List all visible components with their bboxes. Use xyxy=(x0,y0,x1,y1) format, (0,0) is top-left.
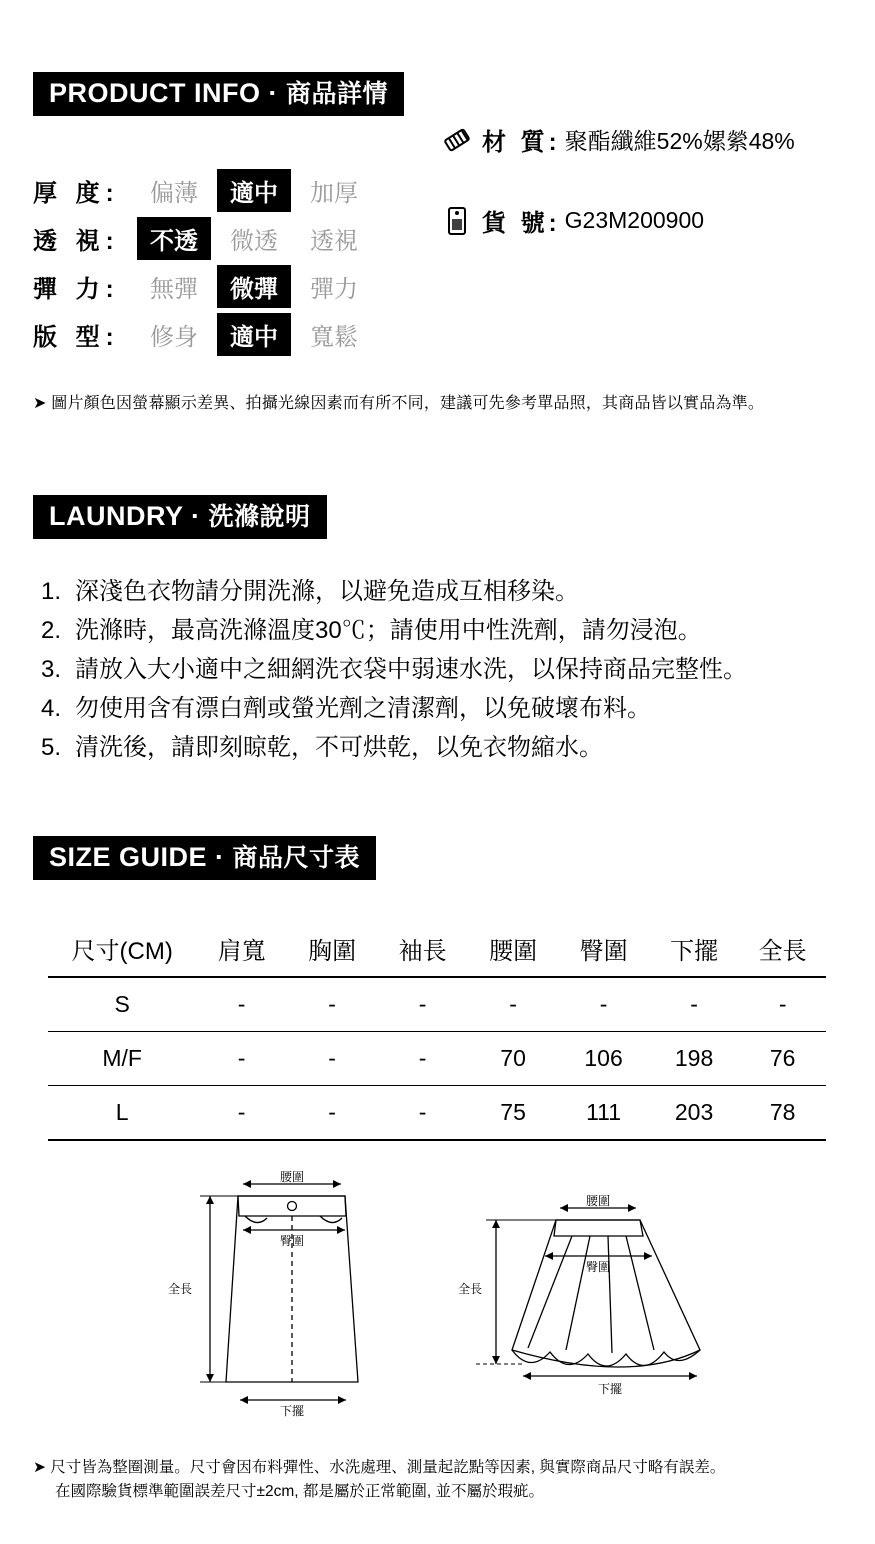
product-info-heading-sep: · xyxy=(260,78,286,108)
material-value: 聚酯纖維52%嫘縈48% xyxy=(564,128,795,154)
cell-hip: 106 xyxy=(584,1045,623,1071)
cell-hip: - xyxy=(599,991,608,1017)
cell-waist: 75 xyxy=(500,1099,526,1125)
attribute-option-thin: 偏薄 xyxy=(150,179,198,207)
size-disclaimer-line1: ➤ 尺寸皆為整圈測量。尺寸會因布料彈性、水洗處理、測量起訖點等因素, 與實際商品尺寸略有誤差。 xyxy=(33,1459,726,1476)
size-guide-heading-en: SIZE GUIDE xyxy=(49,842,208,872)
cell-sleeve: - xyxy=(418,1099,427,1125)
attribute-option-loose: 寬鬆 xyxy=(310,323,358,351)
cell-sleeve: - xyxy=(418,1045,427,1071)
laundry-item-text: 深淺色衣物請分開洗滌，以避免造成互相移染。 xyxy=(75,578,579,606)
attribute-row-thickness xyxy=(33,166,404,214)
cell-size: S xyxy=(114,991,130,1017)
size-guide-section xyxy=(33,836,376,880)
cell-hem: 198 xyxy=(674,1045,714,1071)
laundry-section xyxy=(33,495,747,768)
attribute-row-elasticity xyxy=(33,262,404,310)
size-table xyxy=(48,918,826,1141)
cell-hem: - xyxy=(690,991,698,1017)
table-row xyxy=(48,1086,826,1141)
table-row xyxy=(48,1032,826,1086)
product-info-section xyxy=(33,72,404,358)
attribute-label-elasticity: 彈 力: xyxy=(33,275,120,303)
list-item xyxy=(41,690,747,729)
diagram-label-waist-left: 腰圍 xyxy=(279,1170,305,1184)
cell-length: 78 xyxy=(769,1099,796,1125)
cell-size: M/F xyxy=(102,1045,142,1071)
attribute-option-slight-stretch: 微彈 xyxy=(217,265,291,308)
cell-waist: - xyxy=(509,991,517,1017)
laundry-item-number: 3. xyxy=(41,656,62,684)
diagram-label-length-left: 全長 xyxy=(167,1282,192,1296)
attribute-table xyxy=(33,166,404,358)
diagram-label-hem-left: 下擺 xyxy=(279,1404,305,1418)
laundry-item-text: 清洗後，請即刻晾乾，不可烘乾，以免衣物縮水。 xyxy=(75,733,603,761)
size-guide-heading-cjk: 商品尺寸表 xyxy=(232,844,361,872)
size-disclaimer-note xyxy=(33,1456,725,1504)
price-tag-icon xyxy=(440,204,474,238)
column-header-hem: 下擺 xyxy=(670,938,719,965)
cell-waist: 70 xyxy=(500,1045,526,1071)
cell-bust: - xyxy=(328,1099,336,1125)
attribute-row-sheerness xyxy=(33,214,404,262)
laundry-item-number: 5. xyxy=(41,733,62,761)
material-label: 材 質: xyxy=(482,129,561,156)
laundry-item-number: 1. xyxy=(41,578,62,606)
attribute-row-fit xyxy=(33,310,404,358)
attribute-option-medium: 適中 xyxy=(217,169,291,212)
laundry-heading-sep: · xyxy=(183,501,209,531)
column-header-hip: 臀圍 xyxy=(579,938,628,965)
product-info-heading xyxy=(33,72,404,116)
size-guide-heading xyxy=(33,836,376,880)
laundry-heading xyxy=(33,495,327,539)
laundry-heading-en: LAUNDRY xyxy=(49,501,184,531)
column-header-length: 全長 xyxy=(758,938,807,965)
list-item xyxy=(41,612,747,651)
attribute-option-slim: 修身 xyxy=(150,323,198,351)
attribute-option-stretchy: 彈力 xyxy=(310,275,358,303)
cell-size: L xyxy=(115,1099,129,1125)
attribute-label-thickness: 厚 度: xyxy=(33,179,120,207)
attribute-option-opaque: 不透 xyxy=(137,217,211,260)
attribute-option-slightly-sheer: 微透 xyxy=(230,227,278,255)
laundry-item-text: 洗滌時，最高洗滌溫度30℃；請使用中性洗劑，請勿浸泡。 xyxy=(75,617,702,645)
cell-shoulder: - xyxy=(237,991,246,1017)
laundry-instruction-list xyxy=(33,573,747,767)
column-header-bust: 胸圍 xyxy=(308,938,357,965)
column-header-sleeve: 袖長 xyxy=(398,938,447,965)
cell-hip: 111 xyxy=(586,1099,622,1125)
product-meta-column xyxy=(440,122,870,284)
column-header-waist: 腰圍 xyxy=(489,938,538,965)
diagram-label-hip-left: 臀圍 xyxy=(279,1234,305,1248)
list-item xyxy=(41,651,747,690)
attribute-label-fit: 版 型: xyxy=(33,323,120,351)
fabric-roll-icon xyxy=(440,123,474,157)
item-number-row xyxy=(440,203,870,238)
measurement-diagrams xyxy=(0,1150,875,1440)
laundry-item-number: 4. xyxy=(41,694,62,722)
diagram-label-hem-right: 下擺 xyxy=(597,1382,623,1396)
laundry-item-text: 勿使用含有漂白劑或螢光劑之清潔劑，以免破壞布料。 xyxy=(75,694,651,722)
cell-length: - xyxy=(778,991,787,1017)
laundry-heading-cjk: 洗滌說明 xyxy=(208,503,311,531)
attribute-option-sheer: 透視 xyxy=(310,227,358,255)
diagram-label-waist-right: 腰圍 xyxy=(585,1194,611,1208)
item-number-value: G23M200900 xyxy=(564,207,705,233)
attribute-label-sheerness: 透 視: xyxy=(33,227,120,255)
size-disclaimer-line2: 在國際驗貨標準範圍誤差尺寸±2cm, 都是屬於正常範圍, 並不屬於瑕疵。 xyxy=(55,1483,545,1501)
cell-bust: - xyxy=(328,1045,336,1071)
cell-bust: - xyxy=(328,991,336,1017)
list-item xyxy=(41,729,747,768)
table-row xyxy=(48,977,826,1032)
attribute-option-no-stretch: 無彈 xyxy=(150,275,198,303)
column-header-shoulder: 肩寬 xyxy=(217,938,266,965)
size-guide-heading-sep: · xyxy=(207,842,233,872)
cell-hem: 203 xyxy=(674,1099,714,1125)
cell-shoulder: - xyxy=(237,1045,246,1071)
diagram-label-hip-right: 臀圍 xyxy=(585,1260,611,1274)
attribute-option-thick: 加厚 xyxy=(310,179,358,207)
laundry-item-text: 請放入大小適中之細網洗衣袋中弱速水洗，以保持商品完整性。 xyxy=(75,656,747,684)
color-disclaimer-note: ➤ 圖片顏色因螢幕顯示差異、拍攝光線因素而有所不同，建議可先參考單品照，其商品皆以實品為準。 xyxy=(33,395,765,412)
list-item xyxy=(41,573,747,612)
cell-sleeve: - xyxy=(418,991,427,1017)
item-number-label: 貨 號: xyxy=(482,210,561,237)
attribute-option-regular: 適中 xyxy=(217,313,291,356)
column-header-size: 尺寸(CM) xyxy=(71,938,173,965)
diagram-label-length-right: 全長 xyxy=(457,1282,482,1296)
measurement-diagram-svg xyxy=(0,1150,875,1440)
cell-shoulder: - xyxy=(237,1099,246,1125)
laundry-item-number: 2. xyxy=(41,617,62,645)
product-info-heading-en: PRODUCT INFO xyxy=(49,78,261,108)
cell-length: 76 xyxy=(769,1045,796,1071)
material-row xyxy=(440,122,870,157)
table-header-row xyxy=(48,918,826,977)
product-info-heading-cjk: 商品詳情 xyxy=(286,80,389,108)
